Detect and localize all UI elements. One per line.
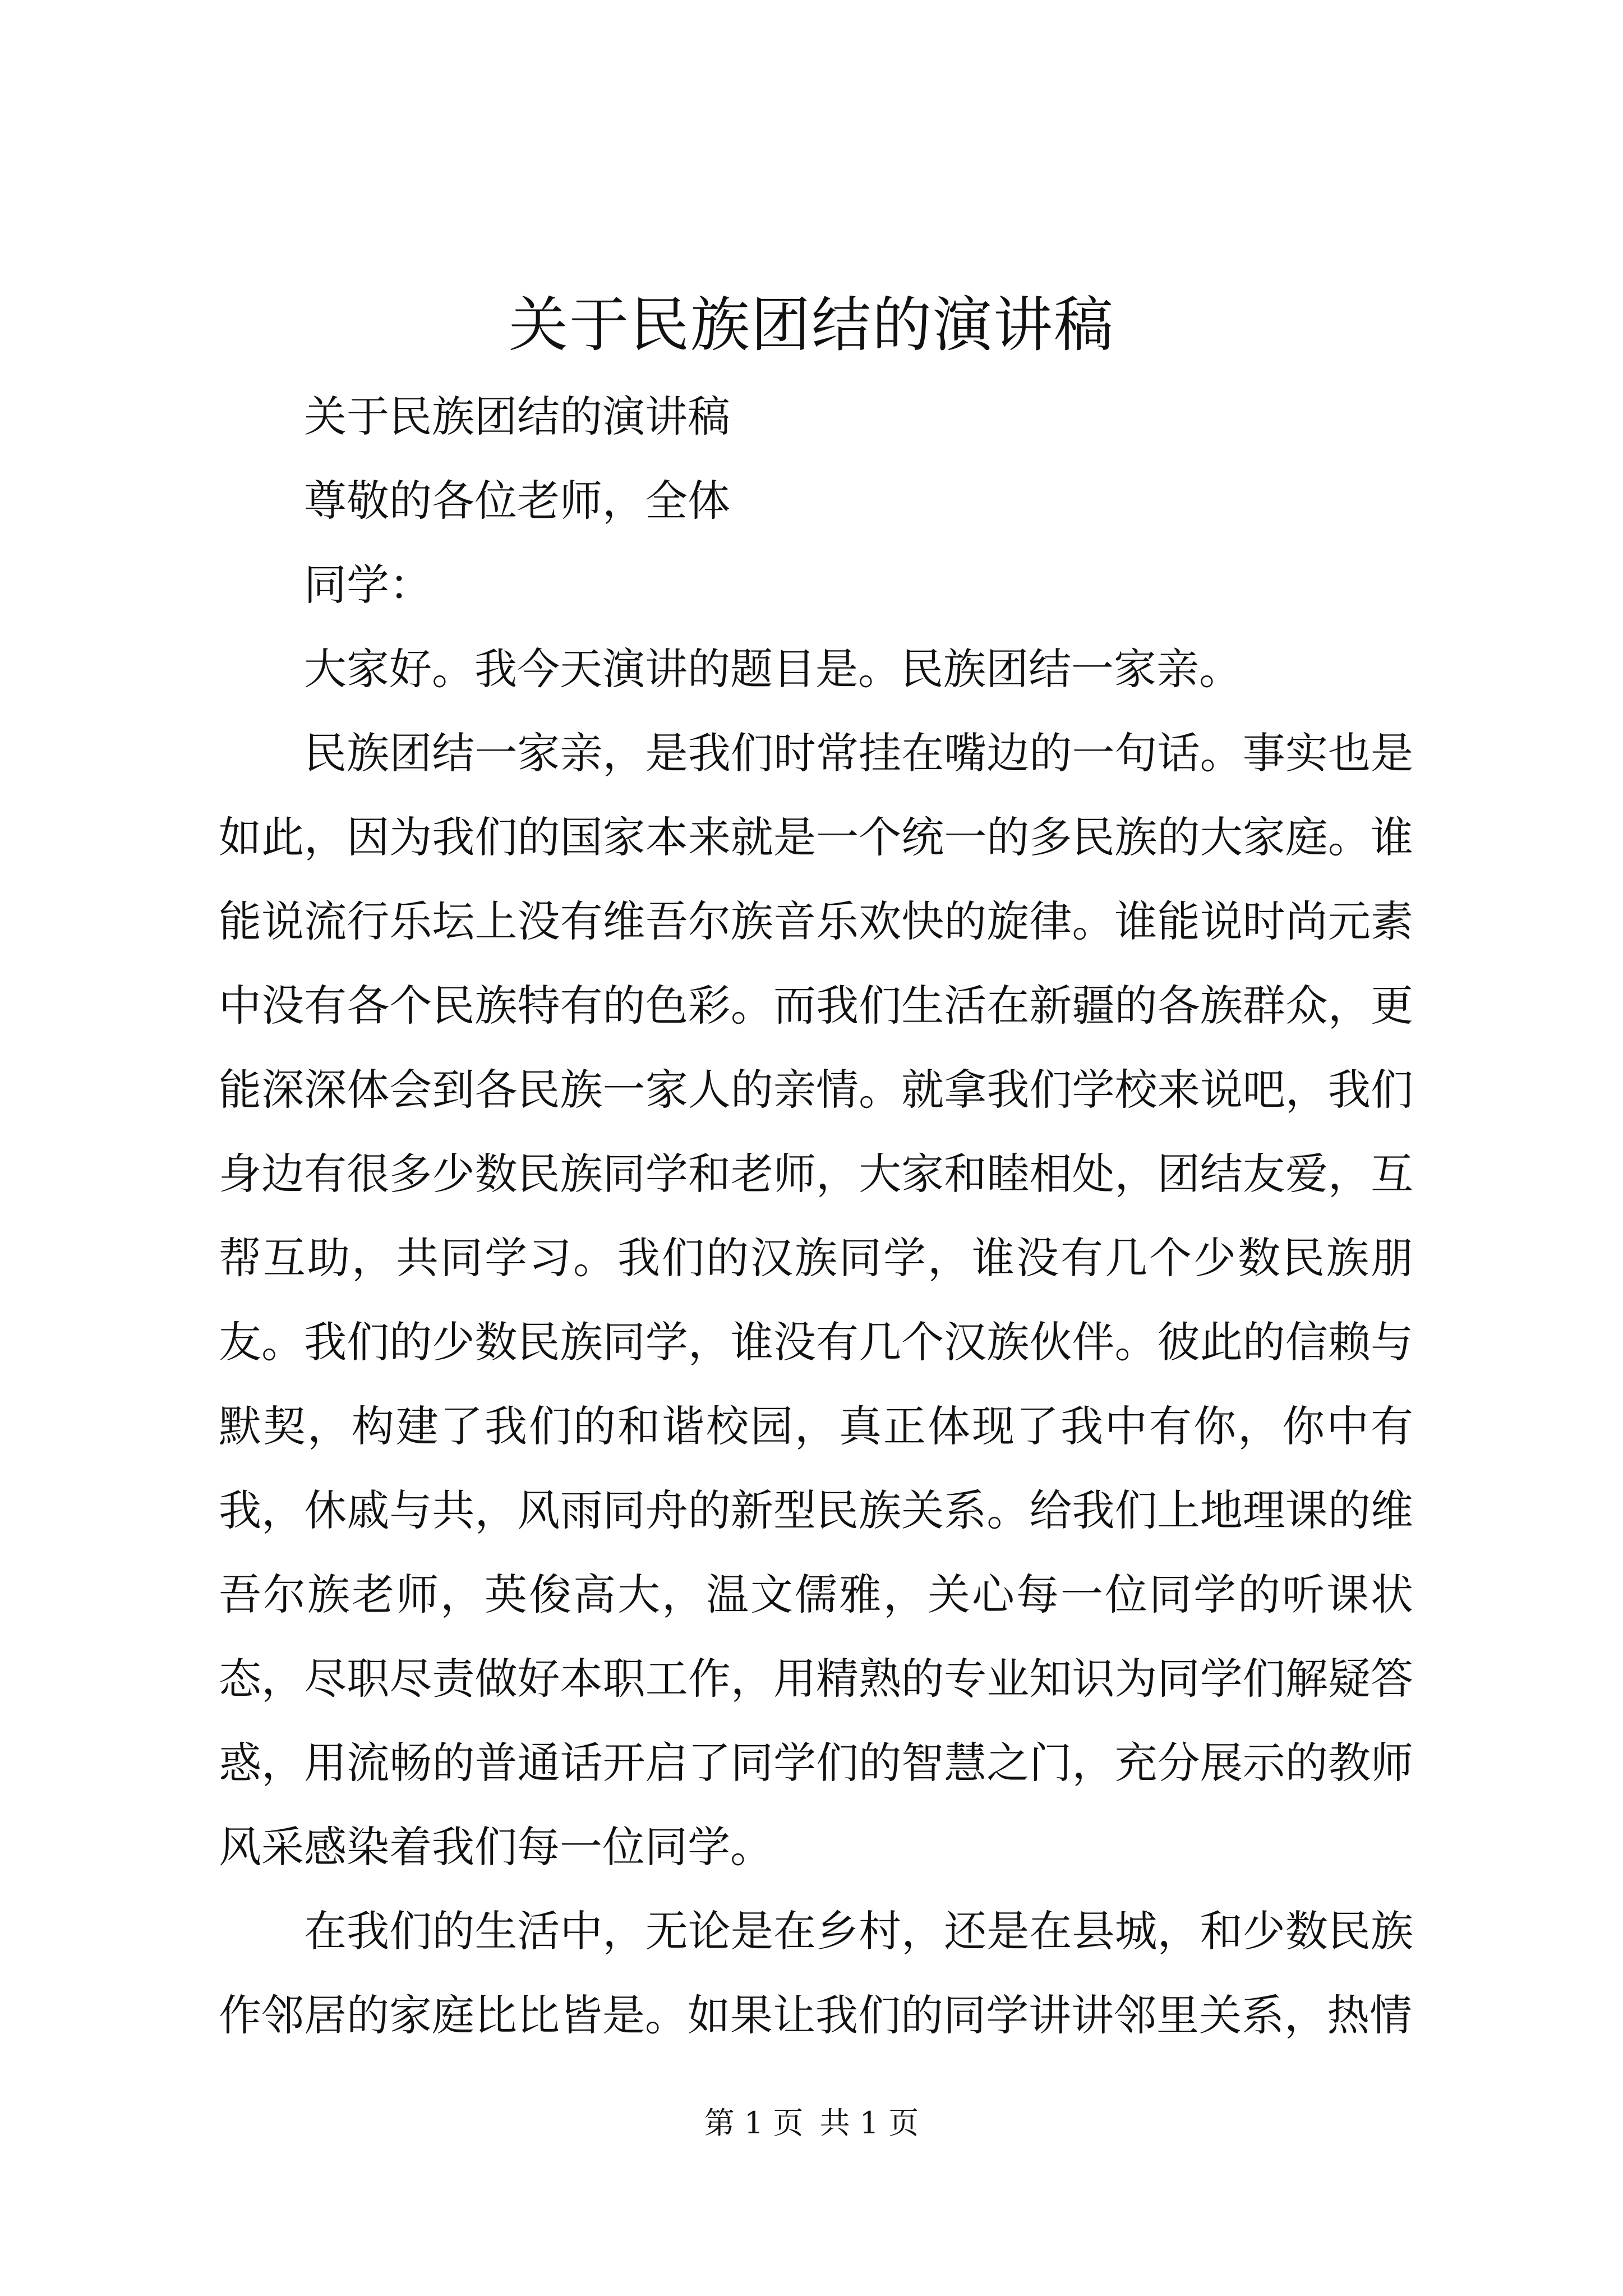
paragraph-body-2: 在我们的生活中，无论是在乡村，还是在县城，和少数民族作邻居的家庭比比皆是。如果让我们的同学讲讲邻里关系，热情	[219, 1906, 1413, 2040]
paragraph-heading: 关于民族团结的演讲稿	[304, 392, 730, 441]
document-body	[219, 375, 1413, 2058]
paragraph-body-1: 民族团结一家亲，是我们时常挂在嘴边的一句话。事实也是如此，因为我们的国家本来就是一个统一的多民族的大家庭。谁能说流行乐坛上没有维吾尔族音乐欢快的旋律。谁能说时尚元素中没有各个民族特有的色彩。而我们生活在新疆的各族群众，更能深深体会到各民族一家人的亲情。就拿我们学校来说吧，我们身边有很多少数民族同学和老师，大家和睦相处，团结友爱，互帮互助，共同学习。我们的汉族同学，谁没有几个少数民族朋友。我们的少数民族同学，谁没有几个汉族伙伴。彼此的信赖与默契，构建了我们的和谐校园，真正体现了我中有你，你中有我，休戚与共，风雨同舟的新型民族关系。给我们上地理课的维吾尔族老师，英俊高大，温文儒雅，关心每一位同学的听课状态，尽职尽责做好本职工作，用精熟的专业知识为同学们解疑答惑，用流畅的普通话开启了同学们的智慧之门，充分展示的教师风采感染着我们每一位同学。	[219, 728, 1413, 1872]
page-number: 第 1 页	[704, 2105, 804, 2141]
page-footer	[0, 2101, 1623, 2146]
paragraph-salutation: 尊敬的各位老师，全体	[304, 476, 730, 526]
document-title: 关于民族团结的演讲稿	[509, 291, 1114, 360]
paragraph-salutation-continued: 同学：	[304, 560, 432, 610]
paragraph-greeting: 大家好。我今天演讲的题目是。民族团结一家亲。	[304, 644, 1242, 694]
page-total: 共 1 页	[819, 2105, 919, 2141]
